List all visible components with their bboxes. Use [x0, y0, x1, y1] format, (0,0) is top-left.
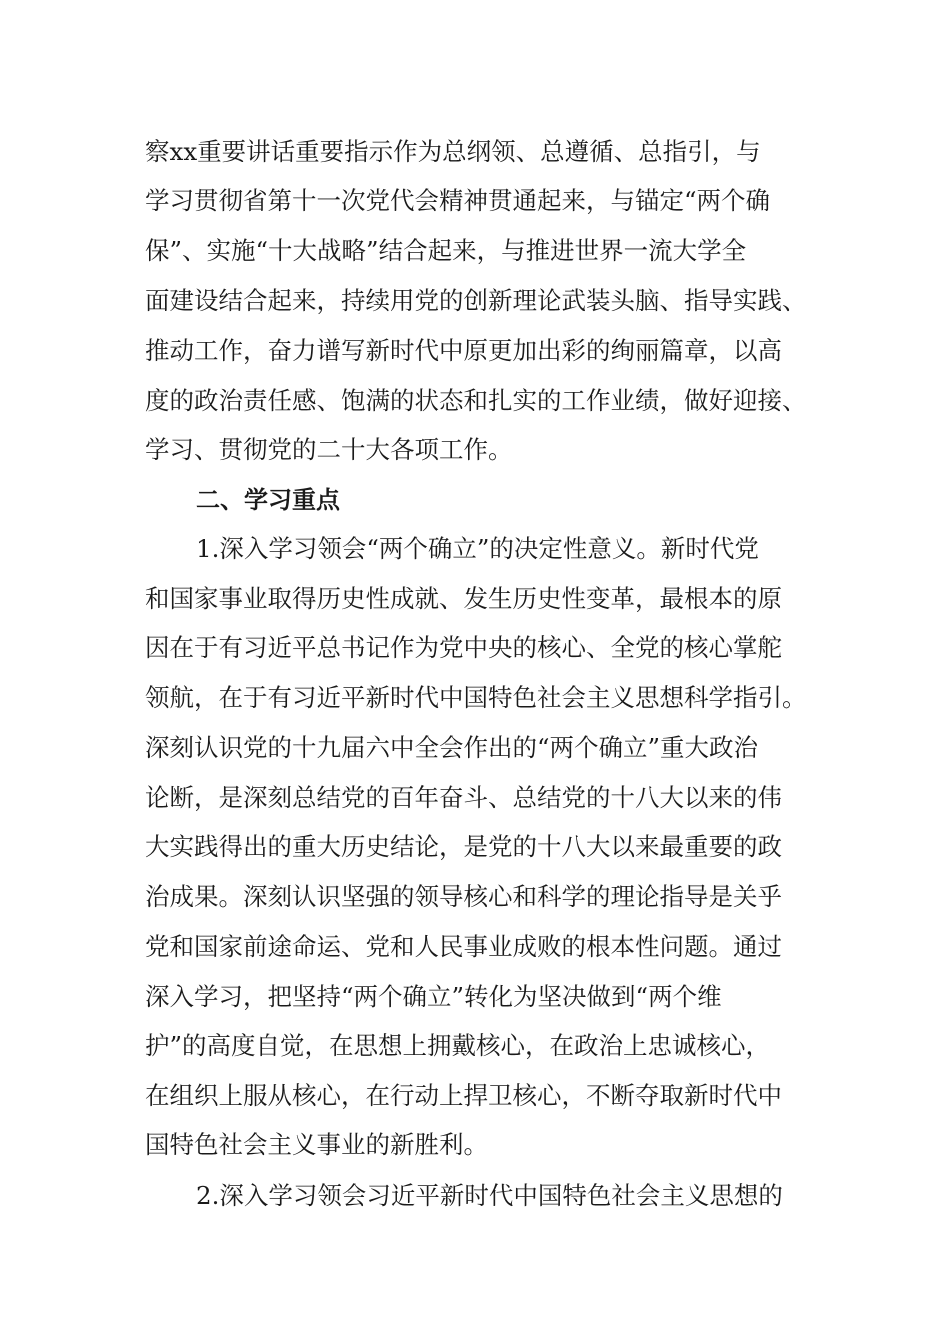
paragraph-line: 在组织上服从核心，在行动上捍卫核心，不断夺取新时代中 [145, 1081, 782, 1110]
paragraph-line: 党和国家前途命运、党和人民事业成败的根本性问题。通过 [145, 932, 782, 961]
paragraph-line: 察xx重要讲话重要指示作为总纲领、总遵循、总指引，与 [145, 137, 761, 166]
paragraph-line: 学习贯彻省第十一次党代会精神贯通起来，与锚定“两个确 [145, 186, 771, 215]
section-heading: 二、学习重点 [196, 486, 340, 514]
paragraph-line: 深刻认识党的十九届六中全会作出的“两个确立”重大政治 [145, 733, 759, 762]
paragraph-line: 学习、贯彻党的二十大各项工作。 [145, 435, 513, 464]
paragraph-line: 深入学习，把坚持“两个确立”转化为坚决做到“两个维 [145, 982, 722, 1011]
paragraph-line: 2.深入学习领会习近平新时代中国特色社会主义思想的 [196, 1181, 783, 1210]
paragraph-line: 保”、实施“十大战略”结合起来，与推进世界一流大学全 [145, 236, 747, 265]
paragraph-line: 推动工作，奋力谱写新时代中原更加出彩的绚丽篇章，以高 [145, 336, 782, 365]
paragraph-line: 和国家事业取得历史性成就、发生历史性变革，最根本的原 [145, 584, 782, 613]
paragraph-line: 国特色社会主义事业的新胜利。 [145, 1130, 488, 1159]
paragraph-line: 治成果。深刻认识坚强的领导核心和科学的理论指导是关乎 [145, 882, 782, 911]
paragraph-line: 论断，是深刻总结党的百年奋斗、总结党的十八大以来的伟 [145, 783, 782, 812]
paragraph-line: 因在于有习近平总书记作为党中央的核心、全党的核心掌舵 [145, 633, 782, 662]
paragraph-line: 度的政治责任感、饱满的状态和扎实的工作业绩，做好迎接、 [145, 386, 807, 415]
paragraph-line: 1.深入学习领会“两个确立”的决定性意义。新时代党 [196, 534, 759, 563]
paragraph-line: 面建设结合起来，持续用党的创新理论武装头脑、指导实践、 [145, 286, 807, 315]
paragraph-line: 大实践得出的重大历史结论，是党的十八大以来最重要的政 [145, 832, 782, 861]
paragraph-line: 领航，在于有习近平新时代中国特色社会主义思想科学指引。 [145, 683, 807, 712]
paragraph-line: 护”的高度自觉，在思想上拥戴核心，在政治上忠诚核心， [145, 1031, 771, 1060]
